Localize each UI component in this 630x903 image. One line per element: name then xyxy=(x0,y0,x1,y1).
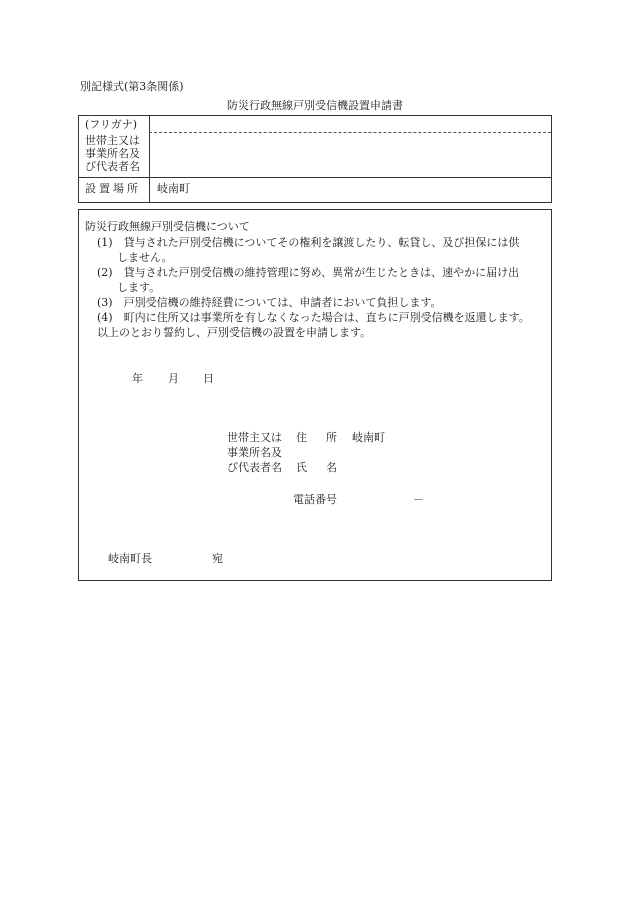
addressee-name: 岐南町長 xyxy=(108,552,152,565)
applicant-label-line-3: び代表者名 xyxy=(85,160,140,173)
form-label: 別記様式(第3条関係) xyxy=(80,80,184,93)
date-year-label: 年 xyxy=(132,372,143,385)
pledge-statement: 以上のとおり誓約し、戸別受信機の設置を申請します。 xyxy=(97,326,372,339)
address-label: 住 所 xyxy=(296,431,341,444)
addressee-suffix: 宛 xyxy=(212,552,223,565)
signature-applicant-label-line-2: 事業所名及 xyxy=(227,446,282,459)
signature-applicant-label-line-1: 世帯主又は xyxy=(227,431,282,444)
installation-site-label: 設置場所 xyxy=(85,182,141,195)
installation-site-value: 岐南町 xyxy=(157,182,190,195)
date-month-label: 月 xyxy=(168,372,179,385)
applicant-label-line-2: 事業所名及 xyxy=(85,147,140,160)
phone-number-separator: － xyxy=(413,493,424,506)
term-1-line-2: しません。 xyxy=(117,251,173,264)
date-day-label: 日 xyxy=(203,372,214,385)
applicant-label-line-1: 世帯主又は xyxy=(85,134,140,147)
name-label: 氏 名 xyxy=(296,461,341,474)
application-body xyxy=(78,209,552,581)
term-2-line-2: します。 xyxy=(117,281,161,294)
table-row-divider xyxy=(79,177,551,178)
term-4: (4) 町内に住所又は事業所を有しなくなった場合は、直ちに戸別受信機を返還します。 xyxy=(97,311,530,324)
term-2-line-1: (2) 貸与された戸別受信機の維持管理に努め、異常が生じたときは、速やかに届け出 xyxy=(97,266,520,279)
address-value: 岐南町 xyxy=(352,431,385,444)
terms-heading: 防災行政無線戸別受信機について xyxy=(85,220,250,233)
signature-applicant-label-line-3: び代表者名 xyxy=(227,461,282,474)
applicant-table xyxy=(78,115,552,203)
term-3: (3) 戸別受信機の維持経費については、申請者において負担します。 xyxy=(97,296,442,309)
furigana-label: (フリガナ) xyxy=(85,118,138,131)
term-1-line-1: (1) 貸与された戸別受信機についてその権利を譲渡したり、転貸し、及び担保には供 xyxy=(97,236,520,249)
furigana-dashed-divider xyxy=(149,132,551,133)
phone-number-label: 電話番号 xyxy=(293,493,337,506)
document-title: 防災行政無線戸別受信機設置申請書 xyxy=(227,99,403,112)
table-column-divider xyxy=(149,116,150,202)
